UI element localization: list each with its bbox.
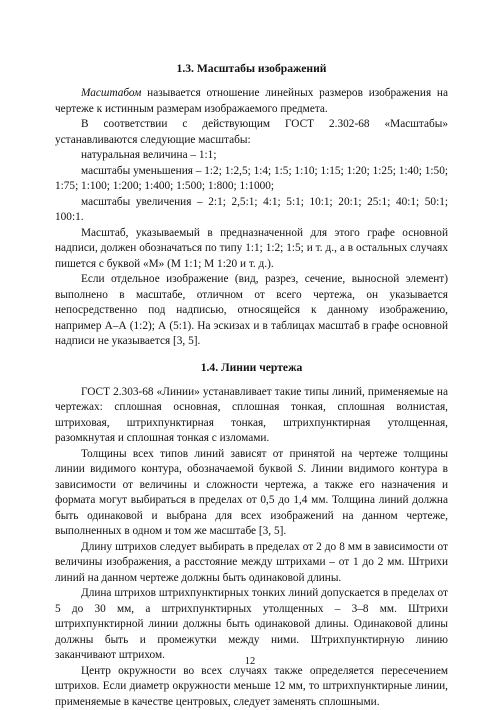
- page-content: [55, 62, 448, 710]
- paragraph-circle-center: Центр окружности во всех случаях также определяется пересечением штрихов. Если диаметр окружности меньше 12 мм, то штрихпунктирные линии, применяемые в качестве центровых, следует заменять сплошными.: [55, 664, 448, 710]
- thickness-text-a: Толщины всех типов линий зависят от принятой на чертеже толщины линии видимого контура, обозначаемой буквой: [55, 448, 448, 476]
- term-scale: Масштабом: [81, 87, 141, 99]
- thickness-text-b: . Линии видимого контура в зависимости от величины и сложности чертежа, а также его назначения и формата могут выбираться в пределах от 0,5 до 1,4 мм. Толщина линий должна быть одинаковой и выбрана для всех изображений на данном чертеже, выполненных в одном и том же масштабе [3, 5].: [55, 463, 448, 537]
- paragraph-scale-title-block: Масштаб, указываемый в предназначенной для этого графе основной надписи, должен обозначаться по типу 1:1; 1:2; 1:5; и т. д., а в остальных случаях пишется с буквой «М» (М 1:1; М 1:20 и т. д.).: [55, 226, 448, 273]
- section-title-scales: 1.3. Масштабы изображений: [55, 62, 448, 76]
- paragraph-dashdot-length: Длина штрихов штрихпунктирных тонких линий допускается в пределах от 5 до 30 мм, а штрихпунктирных утолщенных – 3–8 мм. Штрихи штрихпунктирной линии должны быть одинаковой длины. Одинаковой длины должны быть и промежутки между ними. Штрихпунктирную линию заканчивают штрихом.: [55, 586, 448, 664]
- paragraph-gost-scales: В соответствии с действующим ГОСТ 2.302-68 «Масштабы» устанавливаются следующие масштабы:: [55, 117, 448, 148]
- paragraph-separate-image-scale: Если отдельное изображение (вид, разрез, сечение, выносной элемент) выполнено в масштабе, отличном от всего чертежа, он указывается непосредственно под надписью, относящейся к данному изображению, например А–А (1:2); А (5:1). На эскизах и в таблицах масштаб в графе основной надписи не указывается [3, 5].: [55, 272, 448, 350]
- scale-reduction-item: масштабы уменьшения – 1:2; 1:2,5; 1:4; 1:5; 1:10; 1:15; 1:20; 1:25; 1:40; 1:50; 1:75; 1:100; 1:200; 1:400; 1:500; 1:800; 1:1000;: [55, 164, 448, 195]
- section-title-lines: 1.4. Линии чертежа: [55, 361, 448, 375]
- paragraph-dash-length: Длину штрихов следует выбирать в пределах от 2 до 8 мм в зависимости от величины изображения, а расстояние между штрихами – от 1 до 2 мм. Штрихи линий на данном чертеже должны быть одинаковой длины.: [55, 540, 448, 587]
- page-number: 12: [0, 656, 500, 668]
- paragraph-line-thickness: [55, 447, 448, 540]
- definition-text: называется отношение линейных размеров изображения на чертеже к истинным размерам изображаемого предмета.: [55, 87, 448, 115]
- scale-natural-item: натуральная величина – 1:1;: [55, 148, 448, 164]
- paragraph-line-types: ГОСТ 2.303-68 «Линии» устанавливает такие типы линий, применяемые на чертежах: сплошная основная, сплошная тонкая, сплошная волнистая, штриховая, штрихпунктирная тонкая, штрихпунктирная утолщенная, разомкнутая и сплошная тонкая с изломами.: [55, 385, 448, 447]
- scale-enlargement-item: масштабы увеличения – 2:1; 2,5:1; 4:1; 5:1; 10:1; 20:1; 25:1; 40:1; 50:1; 100:1.: [55, 195, 448, 226]
- thickness-symbol-s: S: [298, 463, 304, 475]
- paragraph-scale-definition: [55, 86, 448, 117]
